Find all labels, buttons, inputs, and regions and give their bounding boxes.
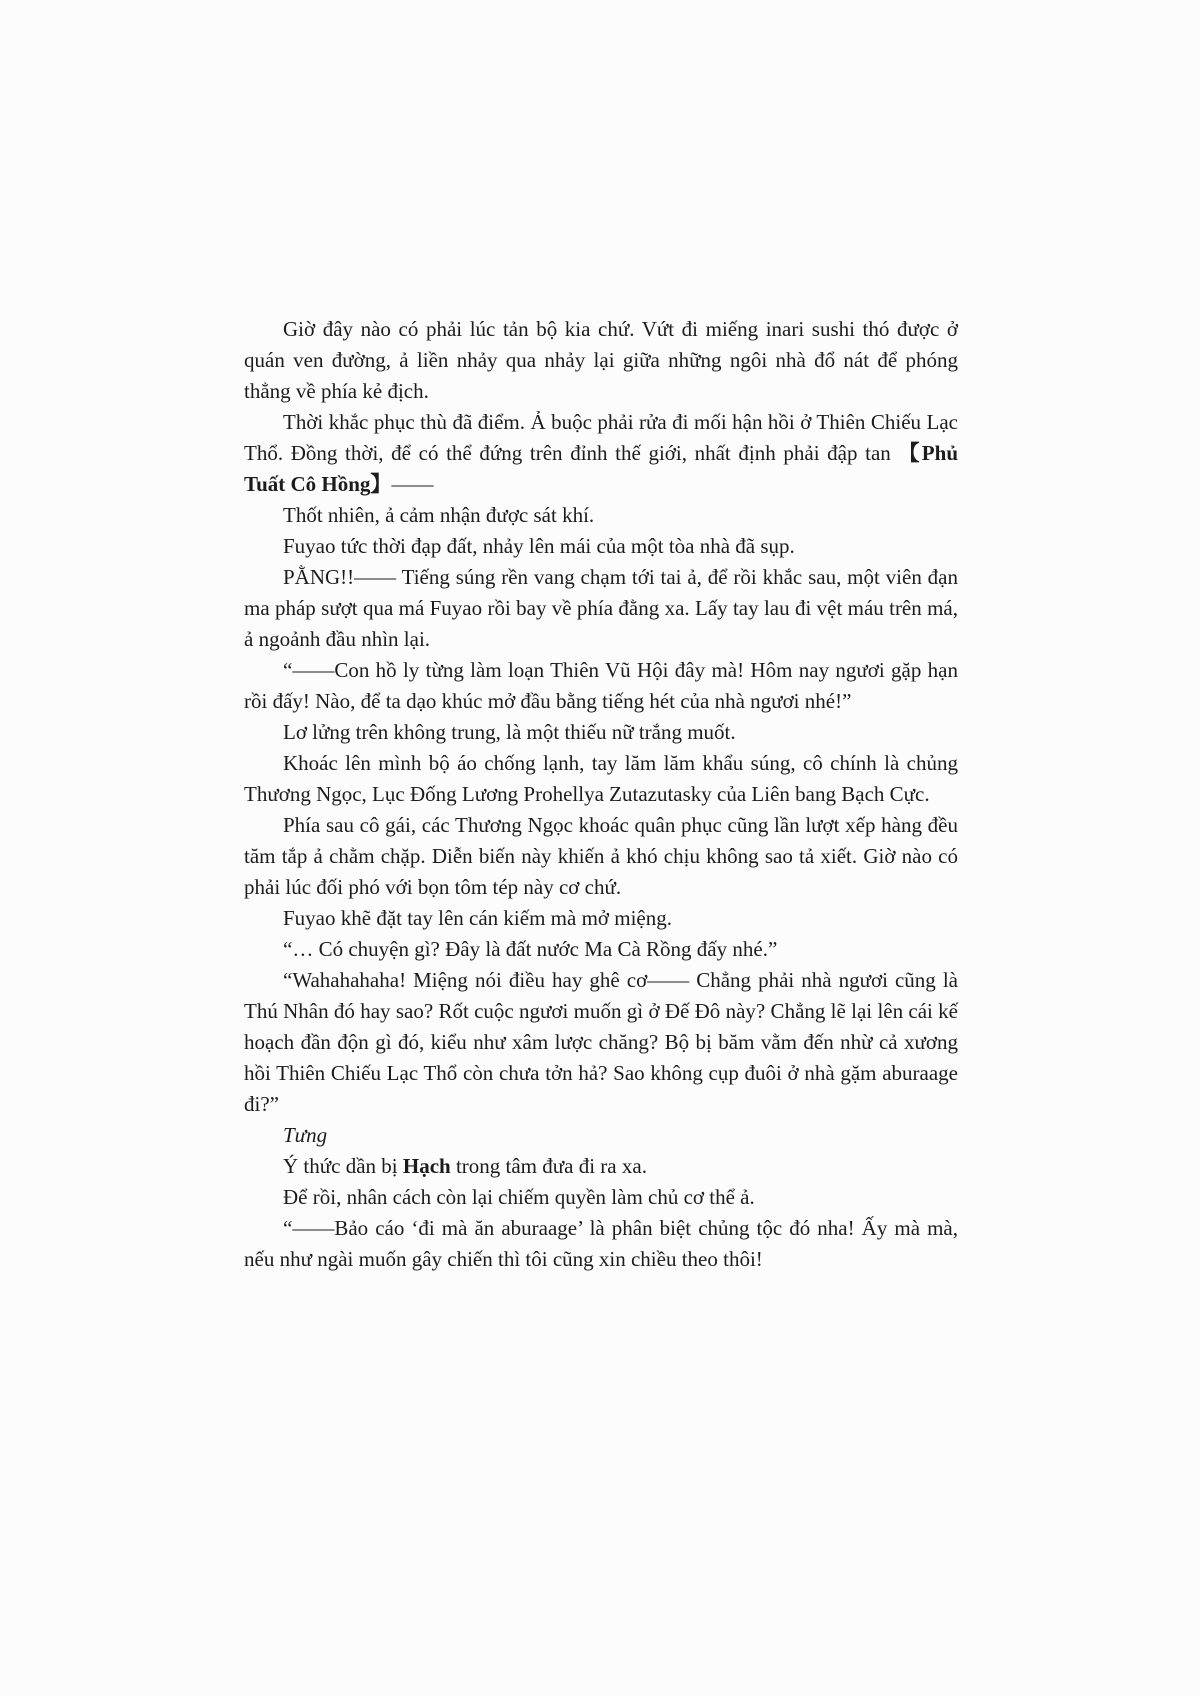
paragraph <box>244 407 958 500</box>
sound-effect-italic: Tưng <box>283 1123 328 1147</box>
dialogue-paragraph: “——Bảo cáo ‘đi mà ăn aburaage’ là phân biệt chủng tộc đó nha! Ấy mà mà, nếu như ngài muốn gây chiến thì tôi cũng xin chiều theo thôi! <box>244 1216 958 1271</box>
paragraph: Khoác lên mình bộ áo chống lạnh, tay lăm lăm khẩu súng, cô chính là chủng Thương Ngọc, Lục Đống Lương Prohellya Zutazutasky của Liên bang Bạch Cực. <box>244 751 958 806</box>
paragraph-text: Ý thức dần bị <box>283 1154 403 1178</box>
paragraph: Giờ đây nào có phải lúc tản bộ kia chứ. Vứt đi miếng inari sushi thó được ở quán ven đường, ả liền nhảy qua nhảy lại giữa những ngôi nhà đổ nát để phóng thẳng về phía kẻ địch. <box>244 317 958 403</box>
paragraph: Fuyao tức thời đạp đất, nhảy lên mái của một tòa nhà đã sụp. <box>283 534 795 558</box>
paragraph: Phía sau cô gái, các Thương Ngọc khoác quân phục cũng lần lượt xếp hàng đều tăm tắp ả chằm chặp. Diễn biến này khiến ả khó chịu không sao tả xiết. Giờ nào có phải lúc đối phó với bọn tôm tép này cơ chứ. <box>244 813 958 899</box>
paragraph: Fuyao khẽ đặt tay lên cán kiếm mà mở miệng. <box>283 906 673 930</box>
bold-term-phu-tuat-co-hong: 【Phủ Tuất Cô Hồng】 <box>244 441 958 496</box>
dialogue-paragraph: “Wahahahaha! Miệng nói điều hay ghê cơ—— Chẳng phải nhà ngươi cũng là Thú Nhân đó hay sao? Rốt cuộc ngươi muốn gì ở Đế Đô này? Chẳng lẽ lại lên cái kế hoạch đần độn gì đó, kiểu như xâm lược chăng? Bộ bị băm vằm đến nhừ cả xương hồi Thiên Chiếu Lạc Thổ còn chưa tởn hả? Sao không cụp đuôi ở nhà gặm aburaage đi?” <box>244 968 958 1116</box>
bold-term-hach: Hạch <box>402 1154 451 1178</box>
paragraph: PẰNG!!—— Tiếng súng rền vang chạm tới tai ả, để rồi khắc sau, một viên đạn ma pháp sượt qua má Fuyao rồi bay về phía đằng xa. Lấy tay lau đi vệt máu trên má, ả ngoảnh đầu nhìn lại. <box>244 565 958 651</box>
dialogue-paragraph: “——Con hồ ly từng làm loạn Thiên Vũ Hội đây mà! Hôm nay ngươi gặp hạn rồi đấy! Nào, để ta dạo khúc mở đầu bằng tiếng hét của nhà ngươi nhé!” <box>244 658 958 713</box>
paragraph: Lơ lửng trên không trung, là một thiếu nữ trắng muốt. <box>283 720 736 744</box>
paragraph-text: —— <box>391 472 434 496</box>
paragraph-text: Thời khắc phục thù đã điểm. Ả buộc phải rửa đi mối hận hồi ở Thiên Chiếu Lạc Thổ. Đồng thời, để có thể đứng trên đỉnh thế giới, nhất định phải đập tan <box>244 410 958 465</box>
paragraph: Để rồi, nhân cách còn lại chiếm quyền làm chủ cơ thể ả. <box>283 1185 755 1209</box>
dialogue-paragraph: “… Có chuyện gì? Đây là đất nước Ma Cà Rồng đấy nhé.” <box>283 937 778 961</box>
paragraph <box>244 1120 958 1151</box>
paragraph: Thốt nhiên, ả cảm nhận được sát khí. <box>283 503 595 527</box>
book-page-body <box>244 314 958 1275</box>
paragraph-text: trong tâm đưa đi ra xa. <box>450 1154 647 1178</box>
paragraph <box>244 1151 958 1182</box>
